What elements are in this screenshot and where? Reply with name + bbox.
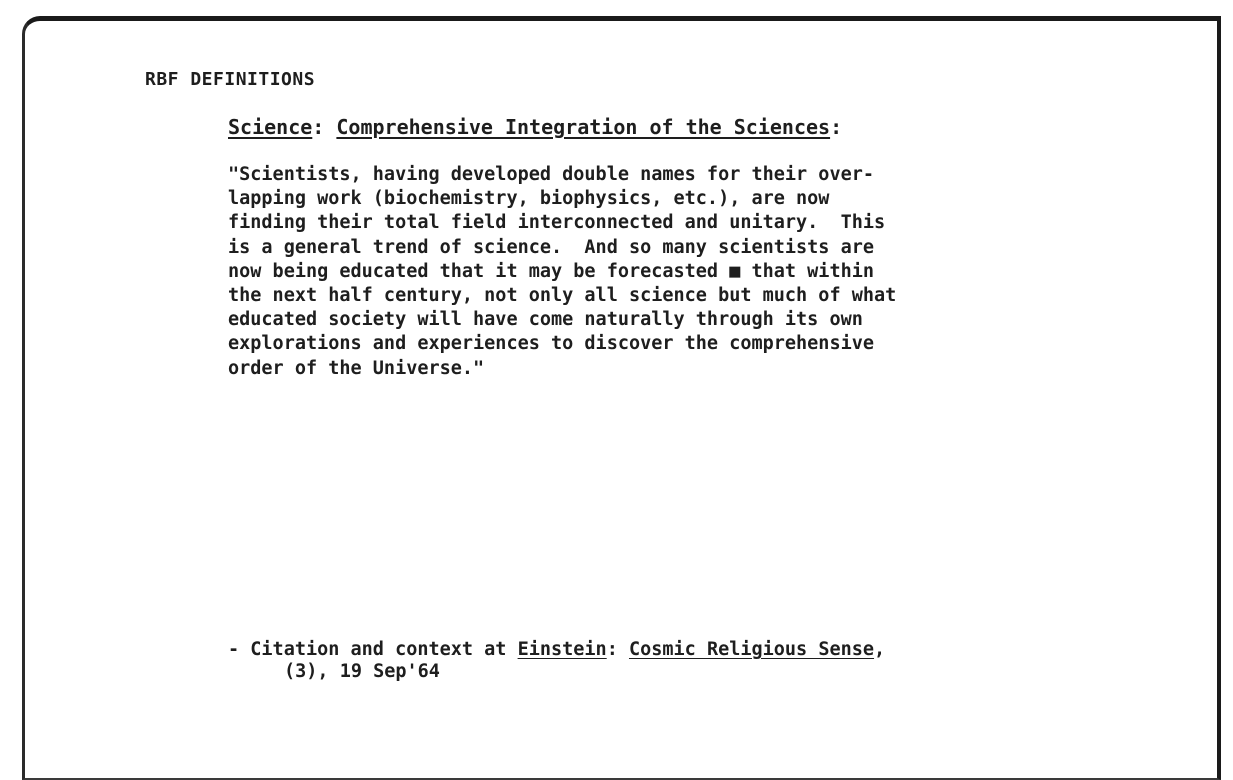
citation-reference: Cosmic Religious Sense (628, 639, 875, 660)
quote-line: educated society will have come naturally through its own (228, 309, 863, 331)
topic-separator: : (312, 115, 325, 139)
quote-line: order of the Universe." (228, 357, 485, 379)
quote-line: explorations and experiences to discover the comprehensive (228, 333, 875, 355)
quote-line: now being educated that it may be forecasted ■ that within (228, 260, 875, 282)
citation-reference-end: , (874, 639, 886, 660)
quote-text (228, 163, 896, 381)
subtopic-separator: : (830, 115, 843, 139)
citation (228, 639, 885, 683)
subtopic-label: Comprehensive Integration of the Sciences (336, 115, 831, 139)
quote-line: "Scientists, having developed double names for their over- (228, 164, 875, 185)
citation-separator: : (606, 639, 618, 660)
quote-line: lapping work (biochemistry, biophysics, etc.), are now (228, 188, 830, 210)
topic-label: Science (228, 115, 313, 139)
citation-prefix: - Citation and context at (228, 639, 518, 660)
quote-line: finding their total field interconnected and unitary. This (228, 212, 886, 234)
citation-date: (3), 19 Sep'64 (284, 661, 440, 682)
quote-line: is a general trend of science. And so many scientists are (228, 236, 875, 258)
title-line (228, 115, 842, 139)
card-header: RBF DEFINITIONS (145, 69, 316, 90)
citation-source: Einstein (517, 639, 607, 660)
quote-line: the next half century, not only all science but much of what (228, 285, 897, 307)
definition-card (22, 16, 1221, 780)
